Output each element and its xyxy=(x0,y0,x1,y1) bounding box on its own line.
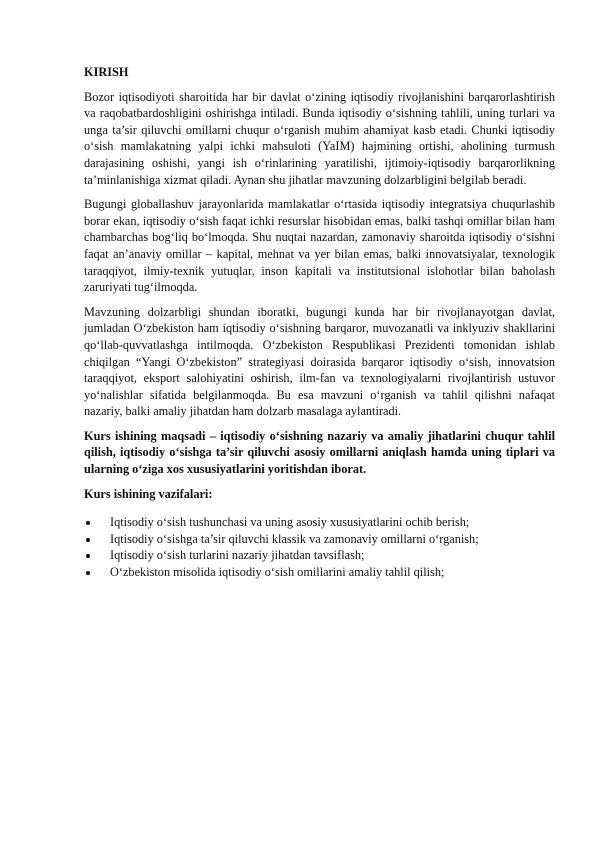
intro-paragraph-1: Bozor iqtisodiyoti sharoitida har bir davlat o‘zining iqtisodiy rivojlanishini barqarorlashtirish va raqobatbardoshligini oshirishga intiladi. Bunda iqtisodiy o‘sishning tahlili, uning turlari va unga ta’sir qiluvchi omillarni chuqur o‘rganish muhim ahamiyat kasb etadi. Chunki iqtisodiy o‘sish mamlakatning yalpi ichki mahsuloti (YaIM) hajmining ortishi, aholining turmush darajasining oshishi, yangi ish o‘rinlarining yaratilishi, ijtimoiy-iqtisodiy barqarorlikning ta’minlanishiga xizmat qiladi. Aynan shu jihatlar mavzuning dolzarbligini belgilab beradi. xyxy=(84,89,555,187)
intro-paragraph-3: Mavzuning dolzarbligi shundan iboratki, bugungi kunda har bir rivojlanayotgan davlat, jumladan O‘zbekiston ham iqtisodiy o‘sishning barqaror, muvozanatli va inklyuziv shakllarini qo‘llab-quvvatlashga intilmoqda. O‘zbekiston Respublikasi Prezidenti tomonidan ishlab chiqilgan “Yangi O‘zbekiston” strategiyasi doirasida barqaror iqtisodiy o‘sish, innovatsion taraqqiyot, eksport salohiyatini oshirish, ilm-fan va texnologiyalarni rivojlantirish ustuvor yo‘nalishlar sifatida belgilanmoqda. Bu esa mavzuni o‘rganish va tahlil qilishni nafaqat nazariy, balki amaliy jihatdan ham dolzarb masalaga aylantiradi. xyxy=(84,304,555,419)
section-heading: KIRISH xyxy=(84,65,129,79)
intro-paragraph-2: Bugungi globallashuv jarayonlarida mamlakatlar o‘rtasida iqtisodiy integratsiya chuqurlashib borar ekan, iqtisodiy o‘sish faqat ichki resurslar hisobidan emas, balki tashqi omillar bilan ham chambarchas bog‘liq bo‘lmoqda. Shu nuqtai nazardan, zamonaviy sharoitda iqtisodiy o‘sishni faqat an’anaviy omillar – kapital, mehnat va yer bilan emas, balki innovatsiyalar, texnologik taraqqiyot, ilmiy-texnik yutuqlar, inson kapitali va institutsional islohotlar bilan baholash zaruriyati tug‘ilmoqda. xyxy=(84,197,555,295)
tasks-list xyxy=(84,514,555,580)
document-page xyxy=(84,64,555,581)
task-item: Iqtisodiy o‘sish tushunchasi va uning asosiy xususiyatlarini ochib berish; xyxy=(110,514,555,531)
task-item: Iqtisodiy o‘sish turlarini nazariy jihatdan tavsiflash; xyxy=(110,547,555,564)
goal-paragraph: Kurs ishining maqsadi – iqtisodiy o‘sishning nazariy va amaliy jihatlarini chuqur tahlil qilish, iqtisodiy o‘sishga ta’sir qiluvchi asosiy omillarni aniqlash hamda uning tiplari va ularning o‘ziga xos xususiyatlarini yoritishdan iborat. xyxy=(84,428,555,477)
task-item: O‘zbekiston misolida iqtisodiy o‘sish omillarini amaliy tahlil qilish; xyxy=(110,564,555,581)
tasks-heading: Kurs ishining vazifalari: xyxy=(84,486,213,501)
task-item: Iqtisodiy o‘sishga ta’sir qiluvchi klassik va zamonaviy omillarni o‘rganish; xyxy=(110,531,555,548)
